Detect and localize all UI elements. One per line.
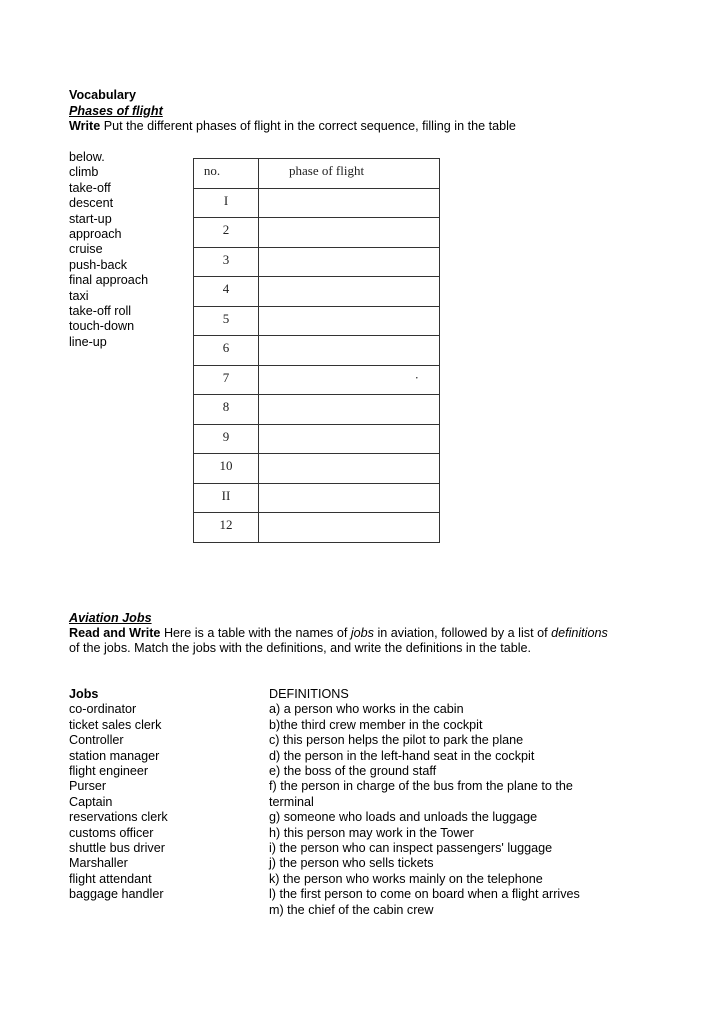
stray-mark: · — [414, 369, 419, 385]
row-number: 8 — [222, 399, 230, 414]
header-no-cell — [194, 159, 259, 189]
phase-of-flight-table — [193, 158, 440, 543]
table-row — [194, 513, 440, 543]
table-row — [194, 218, 440, 248]
phase-answer-cell[interactable] — [259, 247, 440, 277]
list-item: station manager — [69, 748, 160, 763]
list-item: descent — [69, 196, 114, 211]
list-item: Controller — [69, 733, 124, 748]
instruction-continuation: below. — [69, 150, 105, 164]
phases-of-flight-heading: Phases of flight — [69, 104, 163, 118]
list-item: touch-down — [69, 319, 135, 334]
list-item: co-ordinator — [69, 702, 137, 717]
read-write-instruction — [69, 626, 659, 657]
phase-word-list — [69, 150, 148, 350]
row-number-cell — [194, 513, 259, 543]
instruction-emphasis-definitions: definitions — [551, 626, 608, 640]
vocabulary-heading: Vocabulary — [69, 88, 136, 102]
header-phase: phase of flight — [289, 163, 365, 178]
jobs-header: Jobs — [69, 687, 99, 701]
list-item: c) this person helps the pilot to park the plane — [269, 733, 524, 748]
list-item: Captain — [69, 794, 113, 809]
list-item: g) someone who loads and unloads the luggage — [269, 810, 538, 825]
write-label: Write — [69, 119, 101, 133]
list-item: terminal — [269, 794, 314, 809]
list-item: climb — [69, 165, 99, 180]
row-number: 7 — [222, 369, 230, 385]
table-row — [194, 306, 440, 336]
list-item: push-back — [69, 257, 128, 272]
row-number-cell — [194, 306, 259, 336]
read-write-label: Read and Write — [69, 626, 161, 640]
table-row — [194, 188, 440, 218]
row-number: 6 — [222, 340, 230, 355]
list-item: Purser — [69, 779, 107, 794]
aviation-jobs-heading: Aviation Jobs — [69, 611, 152, 625]
list-item: b)the third crew member in the cockpit — [269, 717, 483, 732]
list-item: h) this person may work in the Tower — [269, 825, 474, 840]
list-item: d) the person in the left-hand seat in the cockpit — [269, 748, 535, 763]
list-item: m) the chief of the cabin crew — [269, 902, 434, 917]
phase-answer-cell[interactable] — [259, 395, 440, 425]
list-item: a) a person who works in the cabin — [269, 702, 464, 717]
header-no: no. — [203, 163, 221, 178]
phase-answer-cell[interactable] — [259, 365, 440, 395]
table-row — [194, 277, 440, 307]
row-number: 4 — [222, 281, 230, 296]
row-number: 10 — [219, 458, 233, 473]
list-item: k) the person who works mainly on the telephone — [269, 871, 543, 886]
list-item: ticket sales clerk — [69, 717, 162, 732]
list-item: take-off roll — [69, 304, 132, 319]
phase-answer-cell[interactable] — [259, 277, 440, 307]
phase-answer-cell[interactable] — [259, 218, 440, 248]
phase-answer-cell[interactable] — [259, 424, 440, 454]
row-number-cell — [194, 336, 259, 366]
row-number: 12 — [219, 517, 233, 532]
row-number-cell — [194, 395, 259, 425]
row-number: 3 — [222, 251, 230, 267]
list-item: flight engineer — [69, 764, 149, 779]
phase-answer-cell[interactable] — [259, 306, 440, 336]
list-item: j) the person who sells tickets — [269, 856, 434, 871]
list-item: flight attendant — [69, 871, 152, 886]
list-item: approach — [69, 227, 122, 242]
phase-answer-cell[interactable] — [259, 513, 440, 543]
table-row — [194, 483, 440, 513]
list-item: Marshaller — [69, 856, 128, 871]
list-item: final approach — [69, 273, 149, 288]
list-item: i) the person who can inspect passengers' luggage — [269, 841, 553, 856]
row-number-cell — [194, 188, 259, 218]
row-number-cell — [194, 277, 259, 307]
table-header-row — [194, 159, 440, 189]
row-number: I — [223, 192, 229, 208]
list-item: line-up — [69, 334, 107, 349]
row-number: 5 — [222, 310, 230, 326]
table-row — [194, 454, 440, 484]
phase-answer-cell[interactable] — [259, 336, 440, 366]
definitions-column — [269, 687, 580, 918]
header-phase-cell — [259, 159, 440, 189]
list-item: customs officer — [69, 825, 154, 840]
instruction-text-part3: of the jobs. Match the jobs with the definitions, and write the definitions in the table. — [69, 641, 532, 656]
instruction-text-part2: in aviation, followed by a list of — [373, 626, 552, 640]
list-item: shuttle bus driver — [69, 841, 165, 856]
row-number-cell — [194, 218, 259, 248]
row-number-cell — [194, 247, 259, 277]
phase-answer-cell[interactable] — [259, 188, 440, 218]
row-number: II — [221, 487, 231, 503]
table-row — [194, 365, 440, 395]
row-number-cell — [194, 424, 259, 454]
write-instruction — [69, 119, 516, 134]
list-item: e) the boss of the ground staff — [269, 764, 437, 779]
jobs-column — [69, 687, 168, 903]
table-row — [194, 247, 440, 277]
table-row — [194, 395, 440, 425]
row-number-cell — [194, 483, 259, 513]
row-number-cell — [194, 454, 259, 484]
instruction-text-part1: Here is a table with the names of — [160, 626, 351, 640]
list-item: cruise — [69, 242, 103, 257]
write-instruction-text: Put the different phases of flight in the correct sequence, filling in the table — [100, 119, 516, 133]
phase-answer-cell[interactable] — [259, 483, 440, 513]
row-number-cell — [194, 365, 259, 395]
list-item: taxi — [69, 288, 89, 303]
list-item: start-up — [69, 211, 112, 226]
table-row — [194, 424, 440, 454]
list-item: reservations clerk — [69, 810, 168, 825]
row-number: 9 — [222, 428, 230, 444]
list-item: take-off — [69, 180, 111, 195]
list-item: l) the first person to come on board when a flight arrives — [269, 887, 580, 902]
table-row — [194, 336, 440, 366]
row-number: 2 — [222, 222, 230, 237]
phase-answer-cell[interactable] — [259, 454, 440, 484]
definitions-header: DEFINITIONS — [269, 687, 349, 701]
instruction-emphasis-jobs: jobs — [350, 626, 374, 640]
list-item: f) the person in charge of the bus from the plane to the — [269, 779, 573, 794]
list-item: baggage handler — [69, 887, 164, 902]
